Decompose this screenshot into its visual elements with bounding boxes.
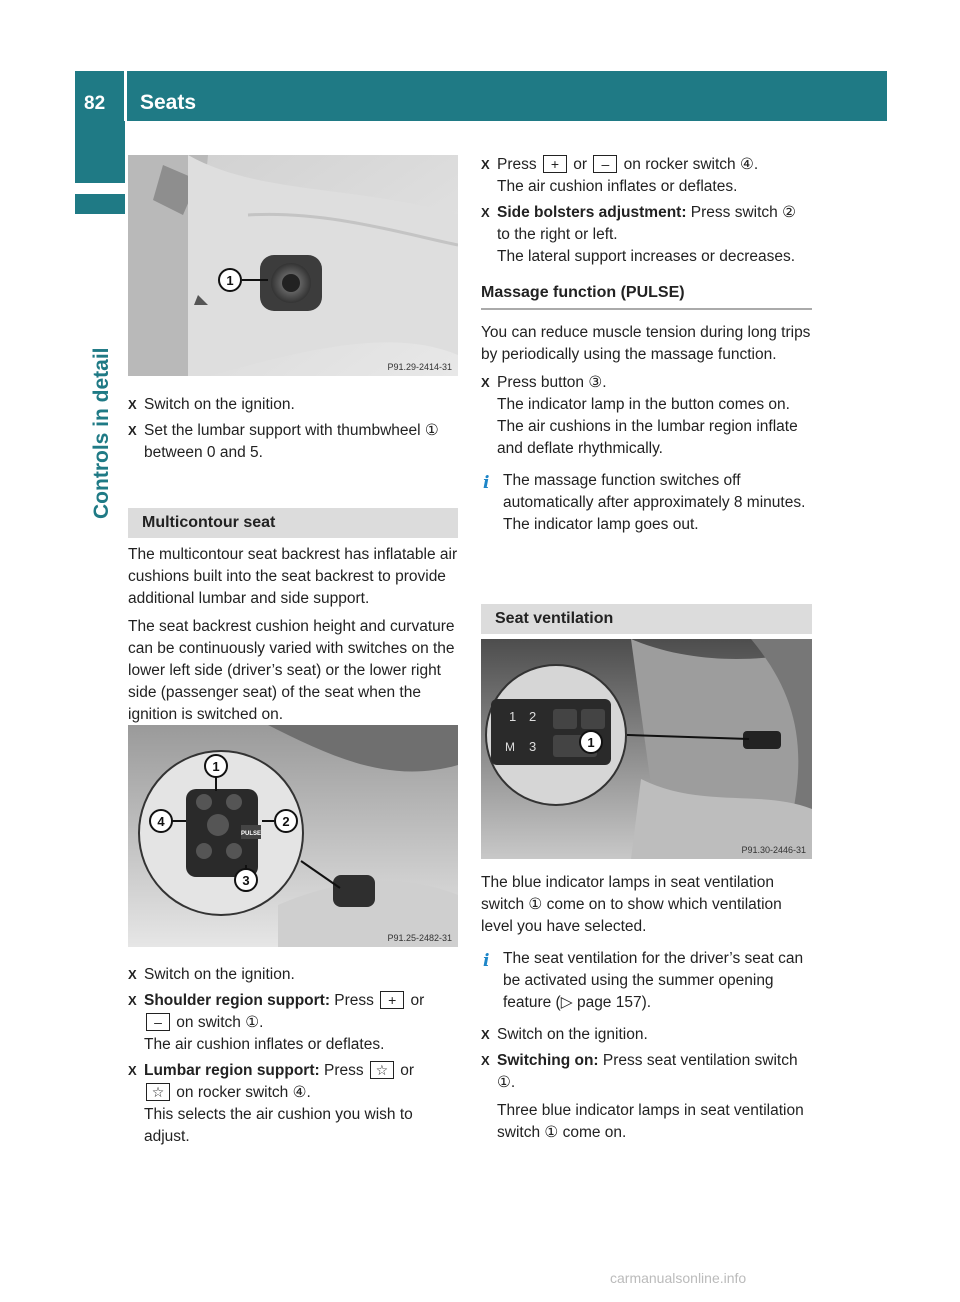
right-col-text-2 [481,872,812,1144]
bullet-text: Set the lumbar support with thumbwheel ① between 0 and 5. [144,422,439,461]
bullet-label: Lumbar region support: [144,1062,320,1079]
info-note [481,948,812,1014]
minus-button-symbol: – [593,155,617,173]
up-button-symbol: ☆ [370,1061,394,1079]
info-text: The massage function switches off automatically after approximately 8 minutes. The indicator lamp goes out. [503,472,806,533]
bullet-text: or [395,1062,414,1079]
seat-ventilation-photo [481,639,812,859]
page-number: 82 [84,93,106,114]
bullet-text: Switch on the ignition. [144,396,295,413]
bullet-text: Press switch ② to the right or left. [497,204,796,243]
paragraph: You can reduce muscle tension during long trips by periodically using the massage function. [481,324,811,363]
left-col-text-2 [128,964,458,1148]
callout-1: 1 [212,759,220,774]
callout-1: 1 [587,735,595,750]
bullet-text: Switch on the ignition. [144,966,295,983]
down-button-symbol: ☆ [146,1083,170,1101]
info-icon: i [483,951,490,971]
bullet-text: Press [330,992,379,1009]
svg-text:1: 1 [226,273,234,288]
callout-3: 3 [242,873,250,888]
bullet-item [481,202,812,268]
paragraph: The blue indicator lamps in seat ventilation switch ① come on to show which ventilation level you have selected. [481,874,782,935]
side-tab-gap [75,183,125,194]
bullet-item [481,1050,812,1094]
lumbar-thumbwheel-photo [128,155,458,376]
bullet-text: on switch ①. [172,1014,264,1031]
right-col-text-1 [481,154,812,536]
paragraph: Three blue indicator lamps in seat ventilation switch ① come on. [497,1102,804,1141]
info-note [481,470,812,536]
svg-text:1: 1 [509,709,517,724]
photo-code: P91.30-2446-31 [741,845,806,855]
bullet-text: Press [319,1062,368,1079]
multicontour-section [128,508,458,726]
plus-button-symbol: + [543,155,567,173]
bullet-text: Switch on the ignition. [497,1026,648,1043]
bullet-item [128,964,458,986]
multicontour-switch-photo [128,725,458,947]
callout-4: 4 [157,814,165,829]
paragraph: The seat backrest cushion height and curvature can be continuously varied with switches on the lower left side (driver’s seat) or the lower right side (passenger seat) of the seat when the ignition is switched on. [128,618,455,723]
bullet-item [128,394,458,416]
bullet-text: on rocker switch ④. [619,156,759,173]
bullet-item [128,1060,458,1148]
minus-button-symbol: – [146,1013,170,1031]
info-text: The seat ventilation for the driver’s seat can be activated using the summer opening feature (▷ page 157). [503,950,804,1011]
left-col-text-1 [128,394,458,464]
info-icon: i [483,473,490,493]
seat-ventilation-illustration [481,639,812,859]
pulse-label: PULSE [240,831,262,837]
multicontour-switch-illustration [128,725,458,947]
bullet-text: on rocker switch ④. [172,1084,311,1101]
svg-text:3: 3 [529,739,537,754]
side-label-wrap [88,204,118,524]
bullet-text: Press seat ventilation switch ①. [497,1052,798,1091]
bullet-label: Shoulder region support: [144,992,330,1009]
bullet-label: Side bolsters adjustment: [497,204,687,221]
bullet-item [128,420,458,464]
bullet-text: The air cushion inflates or deflates. [144,1036,385,1053]
bullet-text: This selects the air cushion you wish to adjust. [144,1106,413,1145]
section-heading: Massage function (PULSE) [481,282,812,310]
lumbar-thumbwheel-illustration [128,155,458,376]
paragraph: The multicontour seat backrest has inflatable air cushions built into the seat backrest to provide additional lumbar and side support. [128,546,458,607]
bullet-item [128,990,458,1056]
bullet-item [481,1024,812,1046]
section-heading: Multicontour seat [128,508,458,538]
photo-code: P91.25-2482-31 [387,933,452,943]
svg-text:M: M [505,740,515,754]
side-tab-block [75,121,125,183]
page-title: Seats [140,91,197,114]
bullet-label: Switching on: [497,1052,599,1069]
bullet-item [481,154,812,198]
bullet-text: The air cushion inflates or deflates. [497,178,738,195]
bullet-item [481,372,812,460]
bullet-text: or [568,156,592,173]
plus-button-symbol: + [380,991,404,1009]
bullet-text: The lateral support increases or decreases. [497,248,796,265]
side-label: Controls in detail [90,347,113,519]
photo-code: P91.29-2414-31 [387,362,452,372]
bullet-text: Press button ③. [497,374,607,391]
section-heading: Seat ventilation [481,604,812,634]
header-divider [124,71,127,121]
bullet-text: Press [497,156,541,173]
bullet-text: The indicator lamp in the button comes on. The air cushions in the lumbar region inflate and deflate rhythmically. [497,396,798,457]
seat-ventilation-section [481,604,812,634]
svg-text:2: 2 [529,709,537,724]
bullet-text: or [406,992,425,1009]
footer-watermark: carmanualsonline.info [610,1270,747,1286]
callout-2: 2 [282,814,290,829]
header-bar [75,71,887,121]
